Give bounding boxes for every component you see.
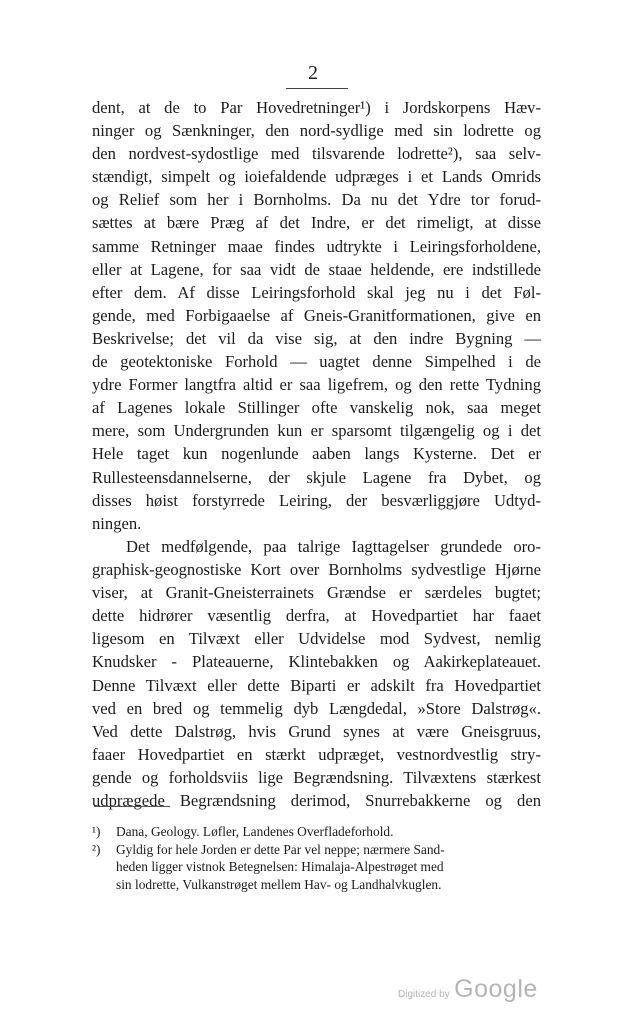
text-line: Beskrivelse; det vil da vise sig, at den indre Bygning — bbox=[92, 328, 541, 348]
page-number: 2 bbox=[308, 62, 318, 84]
text-line: Knudsker - Plateauerne, Klintebakken og Aakirkeplateauet. bbox=[92, 652, 541, 672]
footnote-marker: ²) bbox=[92, 841, 101, 857]
text-line: Hele taget kun nogenlunde aaben langs Kysterne. Det er bbox=[92, 444, 541, 464]
text-line: samme Retninger maae findes udtrykte i Leiringsforholdene, bbox=[92, 236, 541, 256]
text-line: ninger og Sænkninger, den nord-sydlige med sin lodrette og bbox=[92, 121, 541, 141]
page-number-rule bbox=[286, 88, 348, 89]
footnote-2 bbox=[92, 841, 544, 894]
text-line: ved en bred og temmelig dyb Længdedal, »Store Dalstrøg«. bbox=[92, 698, 541, 718]
text-line: Rullesteensdannelserne, der skjule Lagene fra Dybet, og bbox=[92, 467, 541, 487]
text-line: mere, som Undergrunden kun er sparsomt tilgængelig og i det bbox=[92, 421, 541, 441]
footnotes bbox=[92, 823, 544, 893]
text-line: eller at Lagene, for saa vidt de staae heldende, ere indstillede bbox=[92, 259, 541, 279]
text-line: stændigt, simpelt og ioiefaldende udpræges i et Lands Omrids bbox=[92, 167, 541, 187]
text-line: af Lagenes lokale Stillinger ofte vanskelig nok, saa meget bbox=[92, 398, 541, 418]
digitized-watermark bbox=[398, 975, 538, 1004]
text-line: de geotektoniske Forhold — uagtet denne Simpelhed i de bbox=[92, 352, 541, 372]
footnote-1 bbox=[92, 823, 544, 841]
text-line: sættes at bære Præg af det Indre, er det rimeligt, at disse bbox=[92, 213, 541, 233]
footnote-text: sin lodrette, Vulkanstrøget mellem Hav- og Landhalvkuglen. bbox=[116, 876, 442, 892]
text-line: Ved dette Dalstrøg, hvis Grund synes at være Gneisgruus, bbox=[92, 721, 541, 741]
text-line: efter dem. Af disse Leiringsforhold skal jeg nu i det Føl- bbox=[92, 282, 541, 302]
footnote-marker: ¹) bbox=[92, 824, 101, 839]
body-paragraph-2 bbox=[92, 535, 541, 812]
text-line: ydre Former langtfra altid er saa ligefrem, og den rette Tydning bbox=[92, 375, 541, 395]
google-logo: Google bbox=[454, 975, 538, 1003]
text-line: ningen. bbox=[92, 513, 142, 533]
body-paragraph-1 bbox=[92, 96, 541, 535]
watermark-prefix: Digitized by bbox=[398, 989, 450, 1000]
text-line: gende og forholdsviis lige Begrændsning. Tilvæxtens stærkest bbox=[92, 767, 541, 787]
text-line: gende, med Forbigaaelse af Gneis-Granitformationen, give en bbox=[92, 305, 541, 325]
text-line: disses høist forstyrrede Leiring, der besværliggjøre Udtyd- bbox=[92, 490, 541, 510]
text-line: dent, at de to Par Hovedretninger¹) i Jordskorpens Hæv- bbox=[92, 98, 541, 117]
text-line: og Relief som her i Bornholms. Da nu det Ydre tor forud- bbox=[92, 190, 541, 210]
text-line: udprægede Begrændsning derimod, Snurrebakkerne og den bbox=[92, 791, 541, 811]
footnote-text: Gyldig for hele Jorden er dette Par vel neppe; nærmere Sand- bbox=[116, 841, 445, 857]
text-line: den nordvest-sydostlige med tilsvarende lodrette²), saa selv- bbox=[92, 144, 541, 164]
text-line: viser, at Granit-Gneisterrainets Grændse er særdeles bugtet; bbox=[92, 583, 541, 603]
text-line: dette hidrører væsentlig derfra, at Hovedpartiet har faaet bbox=[92, 606, 541, 626]
text-line: ligesom en Tilvæxt eller Udvidelse mod Sydvest, nemlig bbox=[92, 629, 541, 649]
text-line: faaer Hovedpartiet en stærkt udpræget, vestnordvestlig stry- bbox=[92, 744, 541, 764]
footnote-text: Dana, Geology. Løfler, Landenes Overfladeforhold. bbox=[116, 824, 394, 839]
footnote-text: heden ligger vistnok Betegnelsen: Himalaja-Alpestrøget med bbox=[116, 859, 444, 875]
footnote-separator bbox=[94, 806, 170, 807]
text-line: Det medfølgende, paa talrige Iagttagelser grundede oro- bbox=[126, 537, 541, 556]
text-line: Denne Tilvæxt eller dette Biparti er adskilt fra Hovedpartiet bbox=[92, 675, 541, 695]
text-line: graphisk-geognostiske Kort over Bornholms sydvestlige Hjørne bbox=[92, 560, 541, 580]
